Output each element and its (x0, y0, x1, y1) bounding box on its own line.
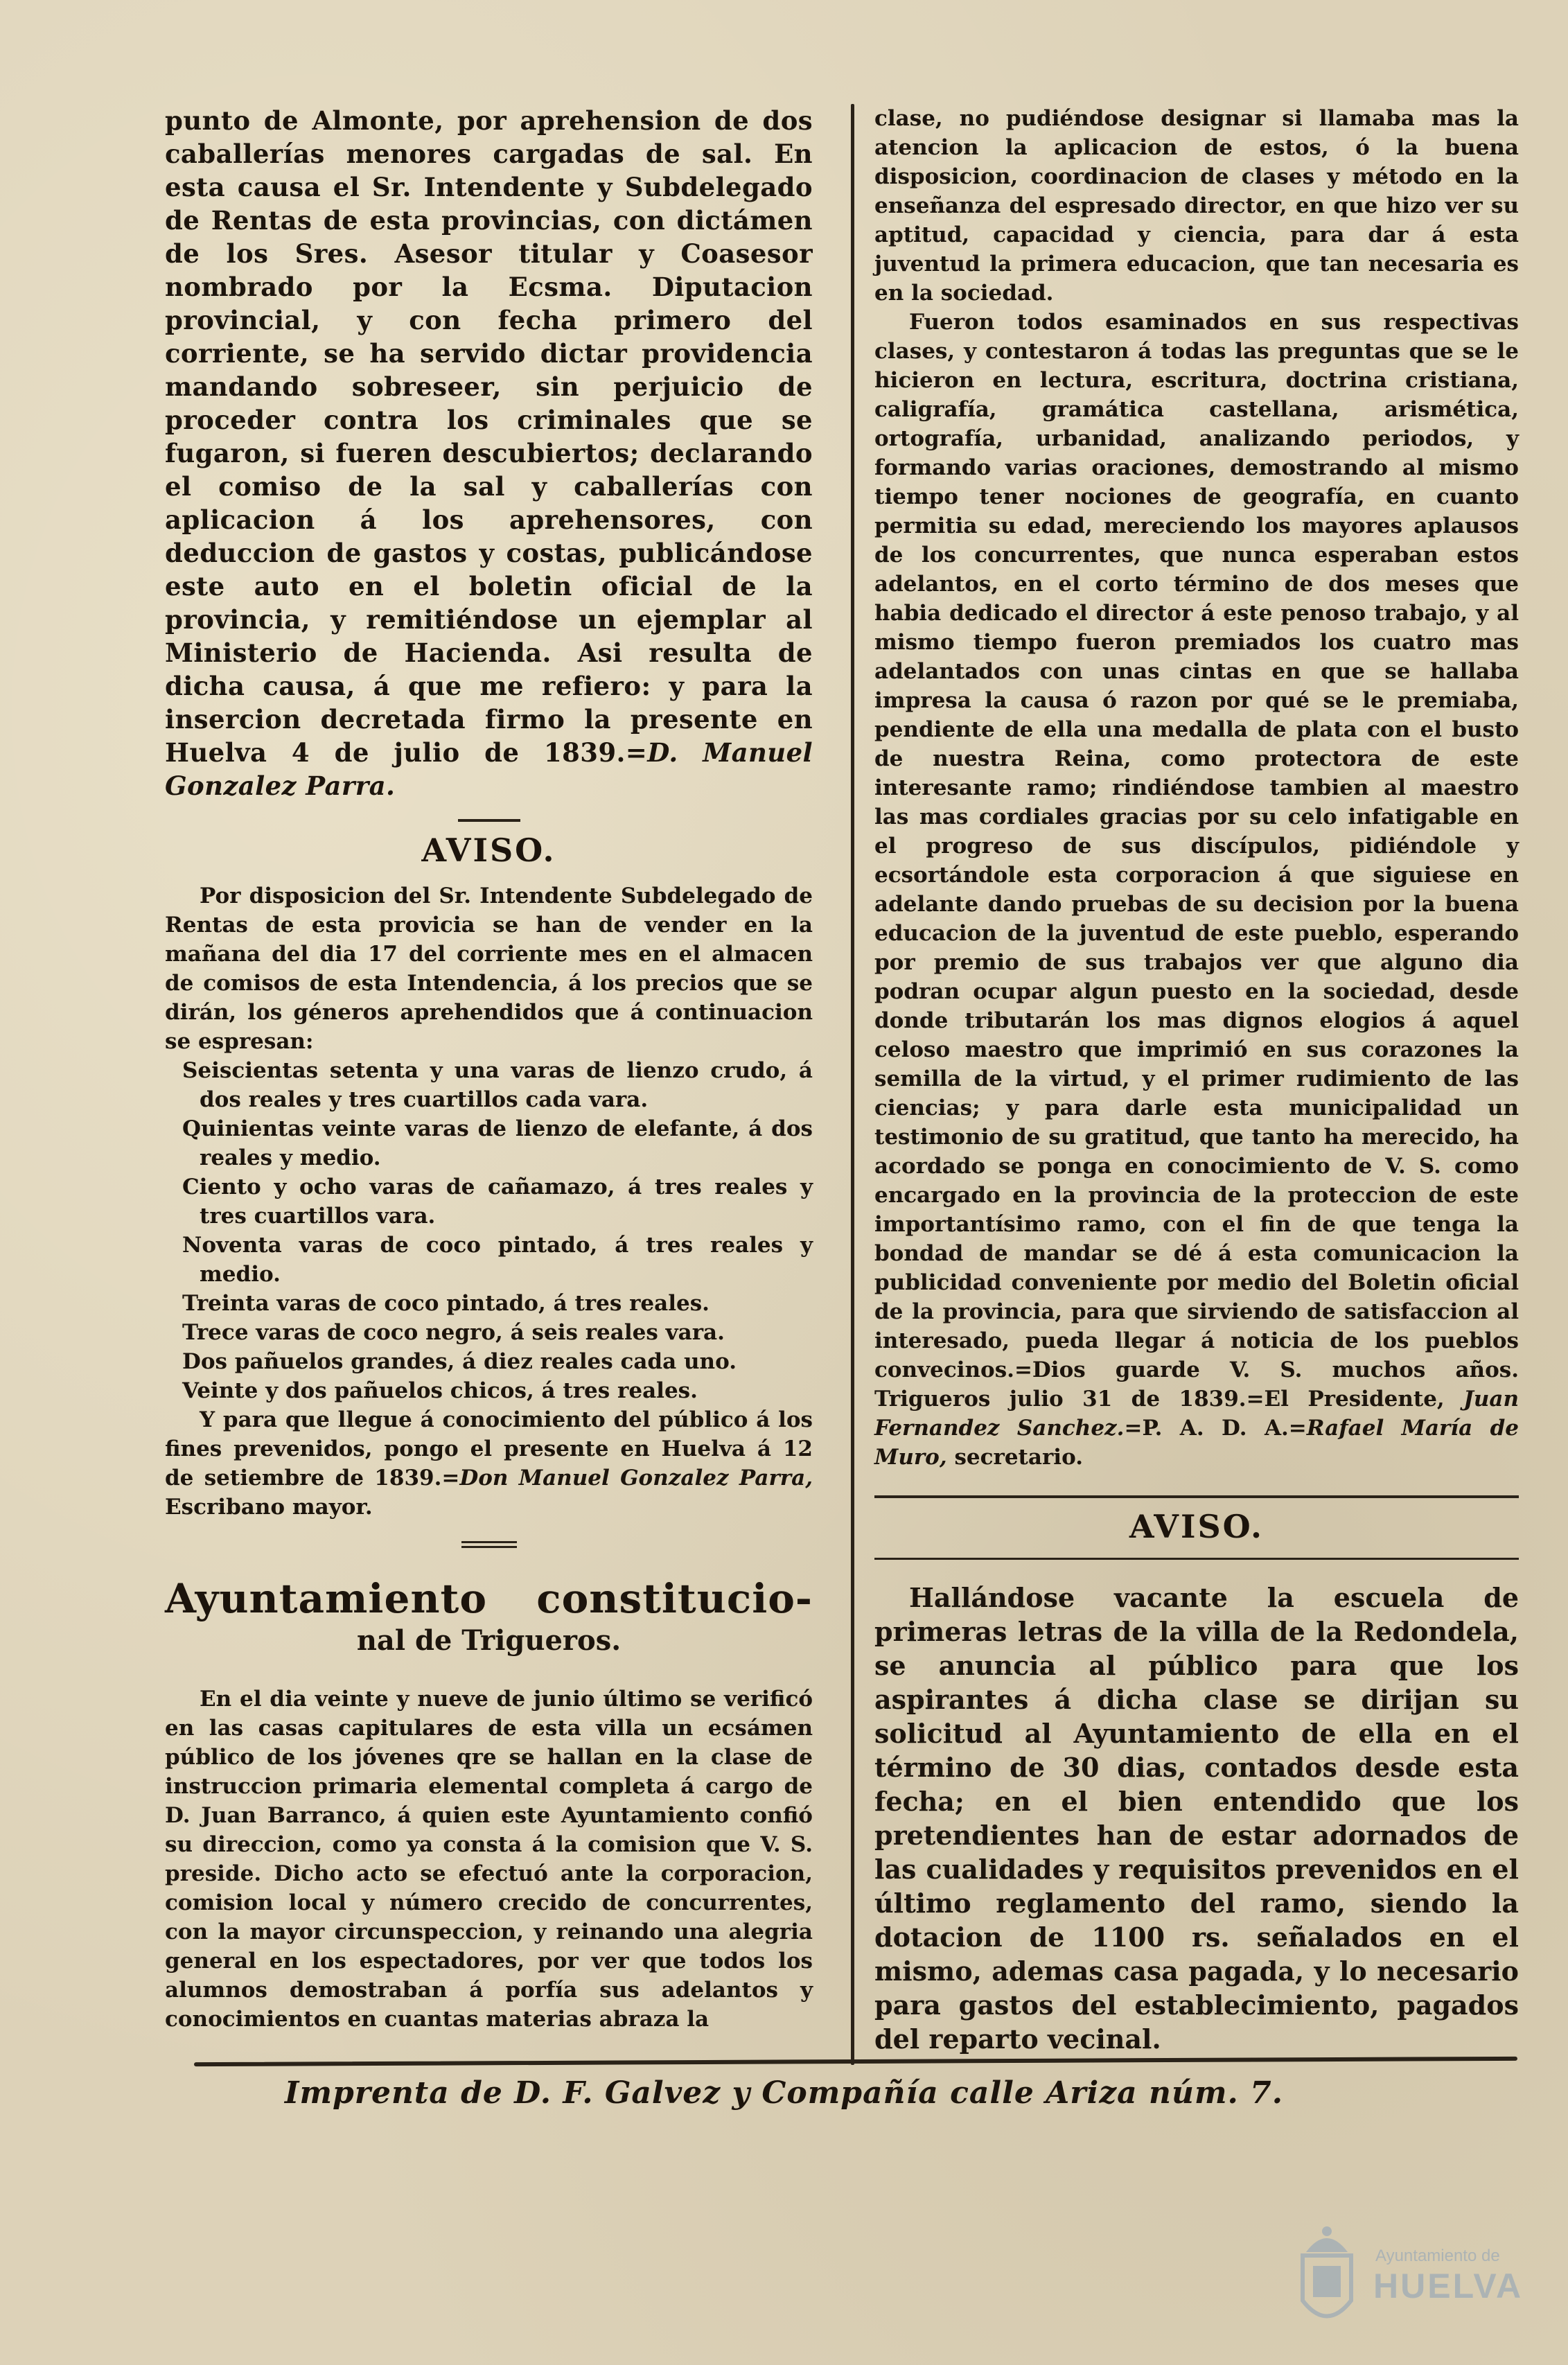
aviso-title: AVISO. (421, 832, 556, 869)
city-crest-icon (1289, 2217, 1365, 2335)
archive-watermark (1289, 2217, 1538, 2342)
aviso-signature: Don Manuel Gonzalez Parra, (459, 1466, 813, 1491)
aviso-item-list (165, 1056, 813, 1405)
aviso-closing (165, 1405, 813, 1522)
watermark-title: HUELVA (1373, 2267, 1524, 2305)
watermark-caption: Ayuntamiento de (1375, 2247, 1500, 2265)
secretary-signature: Rafael María de Muro, (874, 1416, 1519, 1470)
intro-paragraph (165, 104, 813, 802)
left-column (165, 104, 813, 2034)
section-divider-double (461, 1541, 517, 1548)
section-divider (458, 819, 520, 822)
column-divider (851, 104, 854, 2065)
aviso-signature-role: Escribano mayor. (165, 1495, 373, 1520)
examination-paragraph (874, 308, 1519, 1472)
vacancy-paragraph: Hallándose vacante la escuela de primeras letras de la villa de la Redondela, se anuncia al público para que los aspirantes á dicha clase se dirijan su solicitud al Ayuntamiento de ella en el término de 30 dias, contados desde esta fecha; en el bien entendido que los pretendientes han de estar adornados de las cualidades y requisitos prevenidos en el último reglamento del ramo, siendo la dotacion de 1100 rs. señalados en el mismo, ademas casa pagada, y lo necesario para gastos del establecimiento, pagados del reparto vecinal. (874, 1582, 1519, 2055)
printer-imprint: Imprenta de D. F. Galvez y Compañía calle Ariza núm. 7. (284, 2075, 1284, 2111)
secretary-role: secretario. (946, 1445, 1083, 1470)
intro-signature: D. Manuel Gonzalez Parra. (165, 737, 813, 801)
ayuntamiento-paragraph: En el dia veinte y nueve de junio último se verificó en las casas capitulares de esta villa un ecsámen público de los jóvenes qre se hallan en la clase de instruccion primaria elemental completa á cargo de D. Juan Barranco, á quien este Ayuntamiento confió su direccion, como ya consta á la comision que V. S. preside. Dicho acto se efectuó ante la corporacion, comision local y número crecido de concurrentes, con la mayor circunspeccion, y reinando una alegria general en los espectadores, por ver que todos los alumnos demostraban á porfía sus adelantos y conocimientos en cuantas materias abraza la (165, 1687, 813, 2032)
list-item: Veinte y dos pañuelos chicos, á tres reales. (182, 1378, 698, 1403)
examination-text: Fueron todos esaminados en sus respectivas clases, y contestaron á todas las preguntas que se le hicieron en lectura, escritura, doctrina cristiana, caligrafía, gramática castellana, arismética, ortografía, urbanidad, analizando periodos, y formando varias oraciones, demostrando al mismo tiempo tener nociones de geografía, en cuanto permitia su edad, mereciendo los mayores aplausos de los concurrentes, que nunca esperaban estos adelantos, en el corto término de dos meses que habia dedicado el director á este penoso trabajo, y al mismo tiempo fueron premiados los cuatro mas adelantados con unas cintas en que se hallaba impresa la causa ó razon por qué se le premiaba, pendiente de ella una medalla de plata con el busto de nuestra Reina, como protectora de este interesante ramo; rindiéndose tambien al maestro las mas cordiales gracias por su celo infatigable en el progreso de sus discípulos, pidiéndole y ecsortándole esta corporacion á que siguiese en adelante dando pruebas de su decision por la buena educacion de la juventud de este pueblo, esperando por premio de sus trabajos ver que alguno dia podran ocupar algun puesto en la sociedad, desde donde tributarán los mas dignos elogios á aquel celoso maestro que imprimió en sus corazones la semilla de la virtud, y el primer rudimiento de las ciencias; y para darle esta municipalidad un testimonio de su gratitud, que tanto ha merecido, ha acordado se ponga en conocimiento de V. S. como encargado en la provincia de la proteccion de este importantísimo ramo, con el fin de que tenga la bondad de mandar se dé á esta comunicacion la publicidad conveniente por medio del Boletin oficial de la provincia, para que sirviendo de satisfaccion al interesado, pueda llegar á noticia de los pueblos convecinos.=Dios guarde V. S. muchos años. Trigueros julio 31 de 1839.=El Presidente, (874, 310, 1519, 1412)
list-item: Trece varas de coco negro, á seis reales vara. (182, 1320, 725, 1345)
list-item: Quinientas veinte varas de lienzo de elefante, á dos reales y medio. (182, 1116, 813, 1170)
right-column (874, 104, 1519, 2056)
aviso-closing-text: Y para que llegue á conocimiento del público á los fines prevenidos, pongo el presente en Huelva á 12 de setiembre de 1839.= (165, 1407, 813, 1491)
pada-mark: =P. A. D. A.= (1124, 1416, 1307, 1441)
list-item: Dos pañuelos grandes, á diez reales cada uno. (182, 1349, 737, 1374)
president-signature: Juan Fernandez Sanchez. (874, 1387, 1519, 1441)
ayuntamiento-title: Ayuntamiento constitucio- (165, 1575, 813, 1622)
list-item: Treinta varas de coco pintado, á tres reales. (182, 1291, 710, 1316)
list-item: Seiscientas setenta y una varas de lienzo crudo, á dos reales y tres cuartillos cada vara. (182, 1058, 813, 1112)
footer-rule (194, 2057, 1517, 2066)
aviso-intro: Por disposicion del Sr. Intendente Subdelegado de Rentas de esta provicia se han de vender en la mañana del dia 17 del corriente mes en el almacen de comisos de esta Intendencia, á los precios que se dirán, los géneros aprehendidos que á continuacion se espresan: (165, 883, 813, 1054)
list-item: Ciento y ocho varas de cañamazo, á tres reales y tres cuartillos vara. (182, 1175, 813, 1229)
section-rule (874, 1495, 1519, 1498)
aviso-title: AVISO. (1129, 1508, 1265, 1545)
ayuntamiento-subtitle: nal de Trigueros. (356, 1624, 622, 1657)
intro-text: punto de Almonte, por aprehension de dos caballerías menores cargadas de sal. En esta causa el Sr. Intendente y Subdelegado de Rentas de esta provincias, con dictámen de los Sres. Asesor titular y Coasesor nombrado por la Ecsma. Diputacion provincial, y con fecha primero del corriente, se ha servido dictar providencia mandando sobreseer, sin perjuicio de proceder contra los criminales que se fugaron, si fueren descubiertos; declarando el comiso de la sal y caballerías con aplicacion á los aprehensores, con deduccion de gastos y costas, publicándose este auto en el boletin oficial de la provincia, y remitiéndose un ejemplar al Ministerio de Hacienda. Asi resulta de dicha causa, á que me refiero: y para la insercion decretada firmo la presente en Huelva 4 de julio de 1839.= (165, 105, 813, 768)
continuation-paragraph: clase, no pudiéndose designar si llamaba mas la atencion la aplicacion de estos, ó la buena disposicion, coordinacion de clases y método en la enseñanza del espresado director, en que hizo ver su aptitud, capacidad y ciencia, para dar á esta juventud la primera educacion, que tan necesaria es en la sociedad. (874, 106, 1519, 306)
list-item: Noventa varas de coco pintado, á tres reales y medio. (182, 1233, 813, 1287)
section-rule (874, 1558, 1519, 1560)
